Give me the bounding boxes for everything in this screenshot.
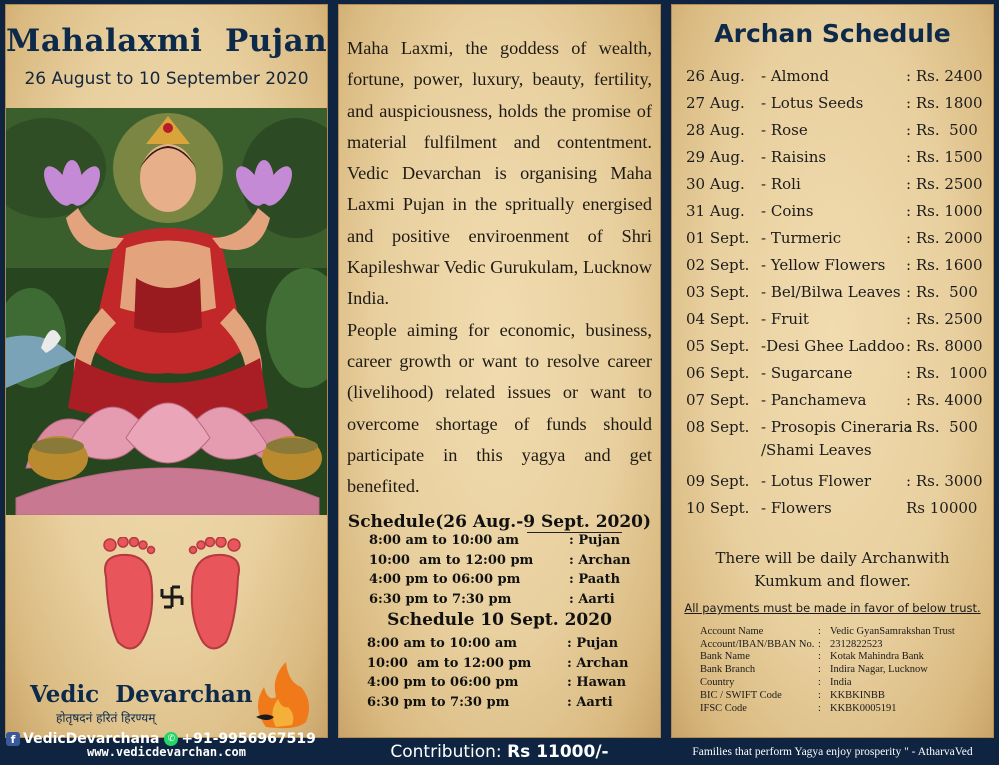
website-link[interactable]: www.vedicdevarchan.com xyxy=(87,745,246,759)
contribution-bar xyxy=(333,738,666,765)
archan-item-name: - Turmeric xyxy=(761,229,842,247)
archan-date: 08 Sept. xyxy=(686,418,750,436)
archan-date: 05 Sept. xyxy=(686,337,750,355)
archan-row xyxy=(686,148,986,175)
schedule-time: 4:00 pm to 06:00 pm xyxy=(367,675,519,691)
archan-rate: : Rs. 2000 xyxy=(906,229,983,247)
schedule-row xyxy=(369,590,649,610)
contribution-value: Rs 11000/- xyxy=(507,741,609,762)
bank-separator: : xyxy=(818,664,821,676)
archan-row xyxy=(686,121,986,148)
archan-item xyxy=(761,256,906,274)
archan-rate: : Rs. 3000 xyxy=(906,472,983,490)
archan-date: 31 Aug. xyxy=(686,202,745,220)
archan-row xyxy=(686,283,986,310)
archan-rate: Rs 10000 xyxy=(906,499,978,517)
archan-item-name: - Yellow Flowers xyxy=(761,256,886,274)
schedule-event: : Aarti xyxy=(569,591,615,607)
payment-note: All payments must be made in favor of below trust. xyxy=(684,601,981,615)
right-panel xyxy=(666,0,999,765)
bank-field-value: KKBKINBB xyxy=(830,689,885,701)
archan-row xyxy=(686,256,986,283)
archan-item xyxy=(761,337,906,355)
schedule-2-list xyxy=(367,634,647,712)
schedule-event: : Paath xyxy=(569,572,621,588)
bank-row xyxy=(700,702,955,715)
archan-rate: : Rs. 1800 xyxy=(906,94,983,112)
archan-date: 04 Sept. xyxy=(686,310,750,328)
schedule-time: 10:00 am to 12:00 pm xyxy=(369,552,534,568)
footprints-icon xyxy=(96,537,248,655)
bank-field-value: Indira Nagar, Lucknow xyxy=(830,664,928,676)
bank-row xyxy=(700,663,955,676)
archan-row xyxy=(686,364,986,391)
archan-date: 02 Sept. xyxy=(686,256,750,274)
archan-item-name: - Bel/Bilwa Leaves xyxy=(761,283,901,301)
archan-date: 01 Sept. xyxy=(686,229,750,247)
archan-rate: : Rs. 2400 xyxy=(906,67,983,85)
archan-row xyxy=(686,391,986,418)
description-paragraph-1: Maha Laxmi, the goddess of wealth, fortune, power, luxury, beauty, fertility, and auspiciousness, holds the promise of material fulfilment and contentment. Vedic Devarchan is organising Maha Laxmi Pujan in the spritually energised and positive enviroenment of Shri Kapileshwar Vedic Gurukulam, Lucknow India. xyxy=(347,38,652,309)
archan-item xyxy=(761,283,906,301)
archan-rate: : Rs. 1000 xyxy=(906,202,983,220)
archan-row xyxy=(686,310,986,337)
bank-field-label: Account/IBAN/BBAN No. xyxy=(700,638,815,650)
archan-item-name: - Panchameva xyxy=(761,391,867,409)
description-paragraph-2: People aiming for economic, business, career growth or want to resolve career (livelihood) related issues or want to overcome shortage of funds should participate in this yagya and get benefited. xyxy=(347,319,652,497)
schedule-row xyxy=(369,531,649,551)
archan-rate: : Rs. 1500 xyxy=(906,148,983,166)
phone-number[interactable]: +91-9956967519 xyxy=(181,731,316,747)
schedule-event: : Pujan xyxy=(569,533,621,549)
motto-bar xyxy=(666,738,999,765)
archan-item xyxy=(761,499,906,517)
facebook-icon[interactable]: f xyxy=(6,732,20,746)
bank-row xyxy=(700,638,955,651)
schedule-time: 6:30 pm to 7:30 pm xyxy=(369,591,512,607)
archan-item-name: -Desi Ghee Laddoo xyxy=(761,337,905,355)
archan-date: 30 Aug. xyxy=(686,175,745,193)
middle-parchment xyxy=(338,4,661,738)
bank-details xyxy=(700,625,955,715)
archan-item-name: - Lotus Seeds xyxy=(761,94,864,112)
bank-field-label: IFSC Code xyxy=(700,702,747,714)
bank-separator: : xyxy=(818,651,821,663)
schedule-event: : Pujan xyxy=(567,636,619,652)
archan-item-name: - Fruit xyxy=(761,310,809,328)
flame-logo-icon xyxy=(246,657,316,731)
bank-field-label: Bank Name xyxy=(700,651,750,663)
bank-field-label: Country xyxy=(700,677,735,689)
description xyxy=(347,33,652,502)
archan-title: Archan Schedule xyxy=(714,19,951,48)
bank-field-value: KKBK0005191 xyxy=(830,702,897,714)
archan-item xyxy=(761,94,906,112)
bank-row xyxy=(700,676,955,689)
archan-item xyxy=(761,364,906,382)
bank-field-value: Kotak Mahindra Bank xyxy=(830,651,924,663)
bank-separator: : xyxy=(818,677,821,689)
bank-separator: : xyxy=(818,638,821,650)
archan-row xyxy=(686,499,986,526)
archan-item-name: - Almond xyxy=(761,67,829,85)
archan-date: 28 Aug. xyxy=(686,121,745,139)
archan-item xyxy=(761,202,906,220)
archan-item-name: - Raisins xyxy=(761,148,827,166)
schedule-2-title: Schedule 10 Sept. 2020 xyxy=(387,610,612,630)
archan-item xyxy=(761,472,906,490)
schedule-event: : Hawan xyxy=(567,675,627,691)
archan-schedule-list xyxy=(686,67,986,526)
archan-date: 06 Sept. xyxy=(686,364,750,382)
archan-item xyxy=(761,310,906,328)
archan-item-name: - Flowers xyxy=(761,499,832,517)
archan-item xyxy=(761,148,906,166)
bank-row xyxy=(700,651,955,664)
archan-row xyxy=(686,202,986,229)
schedule-event: : Aarti xyxy=(567,694,613,710)
page-title: Mahalaxmi Pujan xyxy=(6,23,328,59)
archan-item-name: - Rose xyxy=(761,121,808,139)
bank-field-value: India xyxy=(830,677,852,689)
archan-rate: : Rs. 1600 xyxy=(906,256,983,274)
event-dates: 26 August to 10 September 2020 xyxy=(24,69,309,89)
bank-row xyxy=(700,689,955,702)
archan-item xyxy=(761,229,906,247)
bank-separator: : xyxy=(818,702,821,714)
archan-rate: : Rs. 8000 xyxy=(906,337,983,355)
archan-item-name: - Lotus Flower xyxy=(761,472,872,490)
archan-date: 07 Sept. xyxy=(686,391,750,409)
archan-row xyxy=(686,337,986,364)
schedule-event: : Archan xyxy=(567,655,629,671)
archan-date: 27 Aug. xyxy=(686,94,745,112)
schedule-row xyxy=(369,570,649,590)
schedule-time: 6:30 pm to 7:30 pm xyxy=(367,694,510,710)
archan-item xyxy=(761,391,906,409)
archan-item-name: - Roli xyxy=(761,175,801,193)
brand-name: Vedic Devarchan xyxy=(30,681,253,708)
schedule-1-title: Schedule(26 Aug.-9 Sept. 2020) xyxy=(347,512,652,532)
bank-separator: : xyxy=(818,625,821,637)
archan-date: 09 Sept. xyxy=(686,472,750,490)
bank-field-label: BIC / SWIFT Code xyxy=(700,689,782,701)
daily-note-line-2: Kumkum and flower. xyxy=(754,572,911,590)
motto-text: Families that perform Yagya enjoy prosperity " - AtharvaVed xyxy=(692,745,973,758)
schedule-row xyxy=(367,673,647,693)
schedule-row xyxy=(369,551,649,571)
archan-rate: : Rs. 500 xyxy=(906,121,978,139)
bank-field-label: Bank Branch xyxy=(700,664,756,676)
daily-note-line-1: There will be daily Archanwith xyxy=(715,549,950,567)
archan-date: 29 Aug. xyxy=(686,148,745,166)
bank-field-label: Account Name xyxy=(700,625,764,637)
bank-field-value: Vedic GyanSamrakshan Trust xyxy=(830,625,955,637)
archan-row xyxy=(686,418,986,472)
facebook-handle[interactable]: VedicDevarchana xyxy=(23,731,160,747)
schedule-row xyxy=(367,634,647,654)
whatsapp-icon[interactable]: ✆ xyxy=(164,732,178,746)
archan-rate: : Rs. 2500 xyxy=(906,310,983,328)
archan-row xyxy=(686,67,986,94)
archan-rate: : Rs. 4000 xyxy=(906,391,983,409)
bank-field-value: 2312822523 xyxy=(830,638,883,650)
swastika-icon xyxy=(162,587,182,607)
archan-item xyxy=(761,175,906,193)
schedule-1-list xyxy=(369,531,649,609)
archan-item-name: - Coins xyxy=(761,202,814,220)
archan-item-name: - Sugarcane xyxy=(761,364,853,382)
archan-rate: : Rs. 2500 xyxy=(906,175,983,193)
schedule-time: 10:00 am to 12:00 pm xyxy=(367,655,532,671)
archan-row xyxy=(686,472,986,499)
daily-archan-note xyxy=(672,547,993,593)
archan-item-name: - Prosopis Cineraria xyxy=(761,418,913,436)
archan-item-name-cont: /Shami Leaves xyxy=(761,441,872,459)
schedule-row xyxy=(367,693,647,713)
archan-row xyxy=(686,175,986,202)
schedule-time: 4:00 pm to 06:00 pm xyxy=(369,572,521,588)
archan-rate: : Rs. 1000 xyxy=(906,364,988,382)
middle-panel xyxy=(333,0,666,765)
archan-item xyxy=(761,67,906,85)
schedule-time: 8:00 am to 10:00 am xyxy=(369,533,520,549)
left-panel xyxy=(0,0,333,765)
right-parchment xyxy=(671,4,994,738)
archan-row xyxy=(686,94,986,121)
brand-tagline: होतृषदनं हरितं हिरण्यम् xyxy=(56,711,156,725)
archan-row xyxy=(686,229,986,256)
archan-item xyxy=(761,418,913,459)
archan-rate: : Rs. 500 xyxy=(906,418,978,436)
left-parchment xyxy=(5,4,328,738)
archan-date: 26 Aug. xyxy=(686,67,745,85)
schedule-event: : Archan xyxy=(569,552,631,568)
contribution-label: Contribution: xyxy=(390,741,502,762)
archan-date: 10 Sept. xyxy=(686,499,750,517)
goddess-laxmi-illustration xyxy=(6,108,328,515)
archan-rate: : Rs. 500 xyxy=(906,283,978,301)
schedule-row xyxy=(367,654,647,674)
bank-separator: : xyxy=(818,689,821,701)
bank-row xyxy=(700,625,955,638)
schedule-1-divider xyxy=(527,532,622,533)
archan-date: 03 Sept. xyxy=(686,283,750,301)
archan-item xyxy=(761,121,906,139)
schedule-time: 8:00 am to 10:00 am xyxy=(367,636,518,652)
